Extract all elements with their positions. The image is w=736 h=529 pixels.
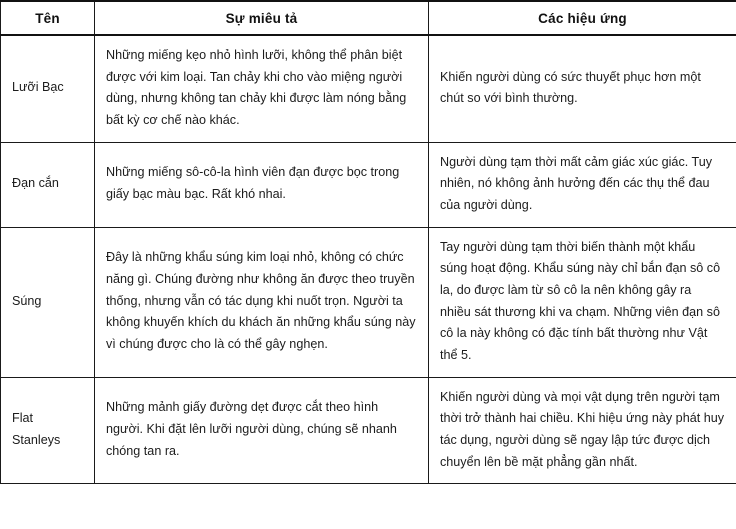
column-header-name: Tên [1,1,95,35]
table-header [1,1,736,35]
table-row [1,142,736,227]
column-header-effects: Các hiệu ứng [429,1,736,35]
cell-item-name: Flat Stanleys [1,377,95,484]
cell-item-description: Những mảnh giấy đường dẹt được cắt theo hình người. Khi đặt lên lưỡi người dùng, chúng sẽ nhanh chóng tan ra. [95,377,429,484]
cell-item-description: Đây là những khẩu súng kim loại nhỏ, không có chức năng gì. Chúng đường như không ăn được theo truyền thống, nhưng vẫn có tác dụng khi nuốt trọn. Người ta không khuyến khích du khách ăn những khẩu súng này vì chúng được cho là có thể gây nghẹn. [95,227,429,377]
table-row [1,377,736,484]
table-row [1,35,736,142]
cell-item-name: Đạn cắn [1,142,95,227]
cell-item-effects: Người dùng tạm thời mất cảm giác xúc giác. Tuy nhiên, nó không ảnh hưởng đến các thụ thể đau của người dùng. [429,142,736,227]
cell-item-description: Những miếng kẹo nhỏ hình lưỡi, không thể phân biệt được với kim loại. Tan chảy khi cho vào miệng người dùng, nhưng không tan chảy khi được làm nóng bằng bất kỳ cơ chế nào khác. [95,35,429,142]
cell-item-effects: Tay người dùng tạm thời biến thành một khẩu súng hoạt động. Khẩu súng này chỉ bắn đạn sô cô la, do được làm từ sô cô la nên không gây ra nhiều sát thương khi va chạm. Những viên đạn sô cô la này không có đặc tính bất thường như Vật thể 5. [429,227,736,377]
table-header-row [1,1,736,35]
cell-item-effects: Khiến người dùng có sức thuyết phục hơn một chút so với bình thường. [429,35,736,142]
table-body [1,35,736,484]
table-row [1,227,736,377]
cell-item-name: Lưỡi Bạc [1,35,95,142]
cell-item-effects: Khiến người dùng và mọi vật dụng trên người tạm thời trở thành hai chiều. Khi hiệu ứng này phát huy tác dụng, người dùng sẽ ngay lập tức được dịch chuyển lên bề mặt phẳng gần nhất. [429,377,736,484]
cell-item-name: Súng [1,227,95,377]
column-header-description: Sự miêu tả [95,1,429,35]
cell-item-description: Những miếng sô-cô-la hình viên đạn được bọc trong giấy bạc màu bạc. Rất khó nhai. [95,142,429,227]
